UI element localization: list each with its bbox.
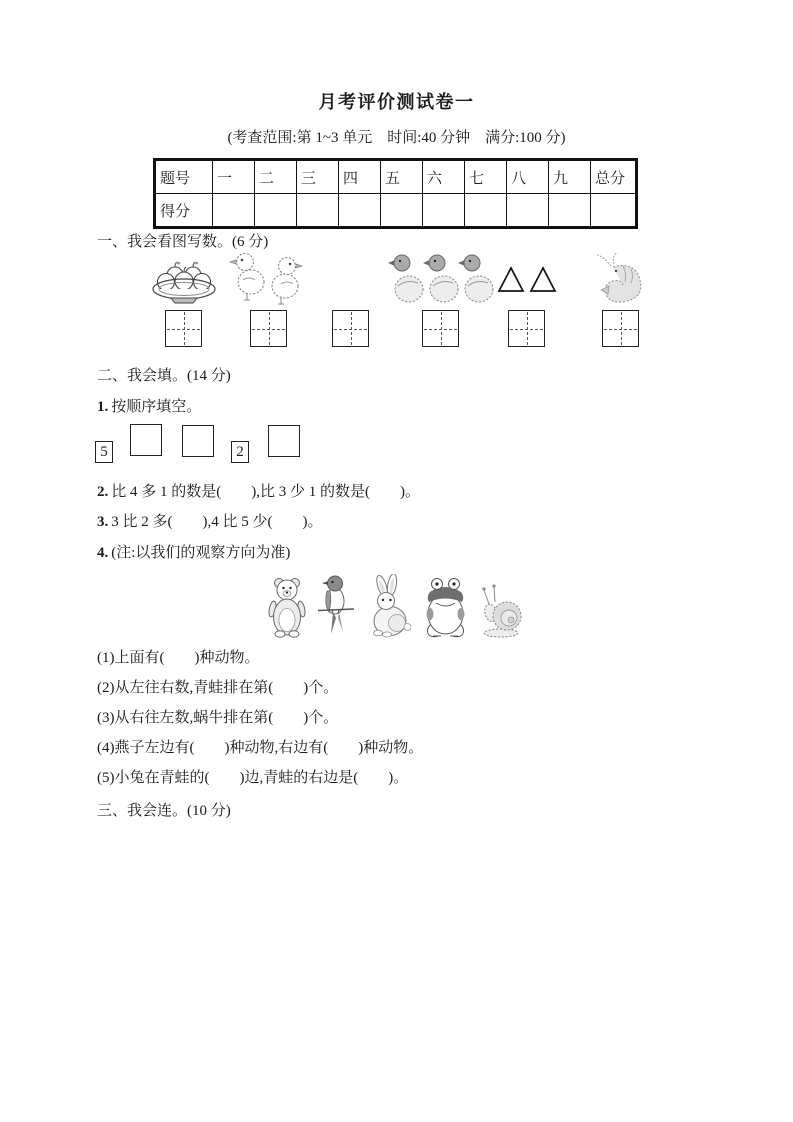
- writing-grid: [422, 310, 459, 347]
- sub-label: (5): [97, 770, 115, 786]
- q1-line: [97, 395, 201, 416]
- score-row-label: 得分: [155, 194, 213, 228]
- shrimp-image: [593, 252, 649, 308]
- q4-note: (注:以我们的观察方向为准): [111, 545, 291, 561]
- score-cell: [213, 194, 255, 228]
- score-cell: [549, 194, 591, 228]
- sub-text: 燕子左边有( )种动物,右边有( )种动物。: [114, 740, 424, 756]
- sub-text: 从右往左数,蜗牛排在第( )个。: [114, 710, 339, 726]
- writing-grid: [508, 310, 545, 347]
- q3-text: 3 比 2 多( ),4 比 5 少( )。: [111, 514, 323, 530]
- sub-label: (2): [97, 680, 115, 696]
- q3-number: 3.: [97, 514, 109, 530]
- score-table-header-cell: 九: [549, 160, 591, 194]
- sub-label: (3): [97, 710, 115, 726]
- score-table: [153, 158, 638, 229]
- page-subtitle: (考查范围:第 1~3 单元 时间:40 分钟 满分:100 分): [227, 130, 566, 146]
- writing-grid: [250, 310, 287, 347]
- score-table-header-cell: 八: [507, 160, 549, 194]
- q4-number: 4.: [97, 545, 109, 561]
- q2-line: [97, 480, 420, 501]
- q4-sub-line: [97, 646, 260, 667]
- q4-animal-slot-1: [268, 575, 306, 638]
- q1-number: 1.: [97, 399, 109, 415]
- sequence-box-empty: [182, 425, 214, 457]
- section2-heading: 二、我会填。(14 分): [97, 368, 231, 384]
- score-table-header-cell: 五: [381, 160, 423, 194]
- q4-animal-slot-2: [318, 574, 354, 638]
- sequence-box-filled: 2: [231, 441, 249, 463]
- sub-text: 上面有( )种动物。: [114, 650, 260, 666]
- score-table-score-row: [155, 194, 637, 228]
- score-cell: [591, 194, 637, 228]
- score-cell: [381, 194, 423, 228]
- score-table-header-cell: 一: [213, 160, 255, 194]
- score-cell: [255, 194, 297, 228]
- score-table-header-row: [155, 160, 637, 194]
- score-cell: [423, 194, 465, 228]
- frog-image: [423, 576, 469, 638]
- bear-image: [268, 575, 306, 638]
- q4-sub-line: [97, 736, 423, 757]
- score-table-header-cell: 题号: [155, 160, 213, 194]
- sub-text: 小兔在青蛙的( )边,青蛙的右边是( )。: [114, 770, 409, 786]
- writing-grid: [602, 310, 639, 347]
- score-cell: [297, 194, 339, 228]
- score-table-header-cell: 七: [465, 160, 507, 194]
- q4-animal-slot-3: [365, 574, 411, 638]
- writing-grid: [332, 310, 369, 347]
- q3-line: [97, 510, 322, 531]
- triangles-image: [494, 265, 560, 295]
- score-table-header-cell: 六: [423, 160, 465, 194]
- score-table-header-cell: 三: [297, 160, 339, 194]
- sub-label: (4): [97, 740, 115, 756]
- section1-heading: 一、我会看图写数。(6 分): [97, 234, 269, 250]
- score-table-header-cell: 四: [339, 160, 381, 194]
- page-title: 月考评价测试卷一: [318, 92, 475, 112]
- snail-image: [480, 580, 524, 638]
- q4-animal-slot-5: [480, 580, 524, 638]
- rabbit-image: [365, 574, 411, 638]
- score-table-header-cell: 二: [255, 160, 297, 194]
- apples-plate-image: [147, 256, 221, 308]
- q4-animal-slot-4: [423, 576, 469, 638]
- sub-text: 从左往右数,青蛙排在第( )个。: [114, 680, 339, 696]
- sub-label: (1): [97, 650, 115, 666]
- q1-text: 按顺序填空。: [111, 399, 202, 415]
- section3-heading: 三、我会连。(10 分): [97, 803, 231, 819]
- swallow-image: [318, 574, 354, 638]
- q4-sub-line: [97, 706, 338, 727]
- sequence-box-empty: [130, 424, 162, 456]
- q2-number: 2.: [97, 484, 109, 500]
- q2-text: 比 4 多 1 的数是( ),比 3 少 1 的数是( )。: [111, 484, 420, 500]
- q4-sub-line: [97, 676, 338, 697]
- q4-line: [97, 541, 290, 562]
- score-cell: [465, 194, 507, 228]
- s1-image-slot-6: [566, 250, 676, 308]
- score-table-header-cell: 总分: [591, 160, 637, 194]
- q4-animals-row: [268, 568, 524, 638]
- writing-grid: [165, 310, 202, 347]
- q4-sub-line: [97, 766, 408, 787]
- sequence-box-empty: [268, 425, 300, 457]
- sequence-box-filled: 5: [95, 441, 113, 463]
- score-cell: [339, 194, 381, 228]
- score-cell: [507, 194, 549, 228]
